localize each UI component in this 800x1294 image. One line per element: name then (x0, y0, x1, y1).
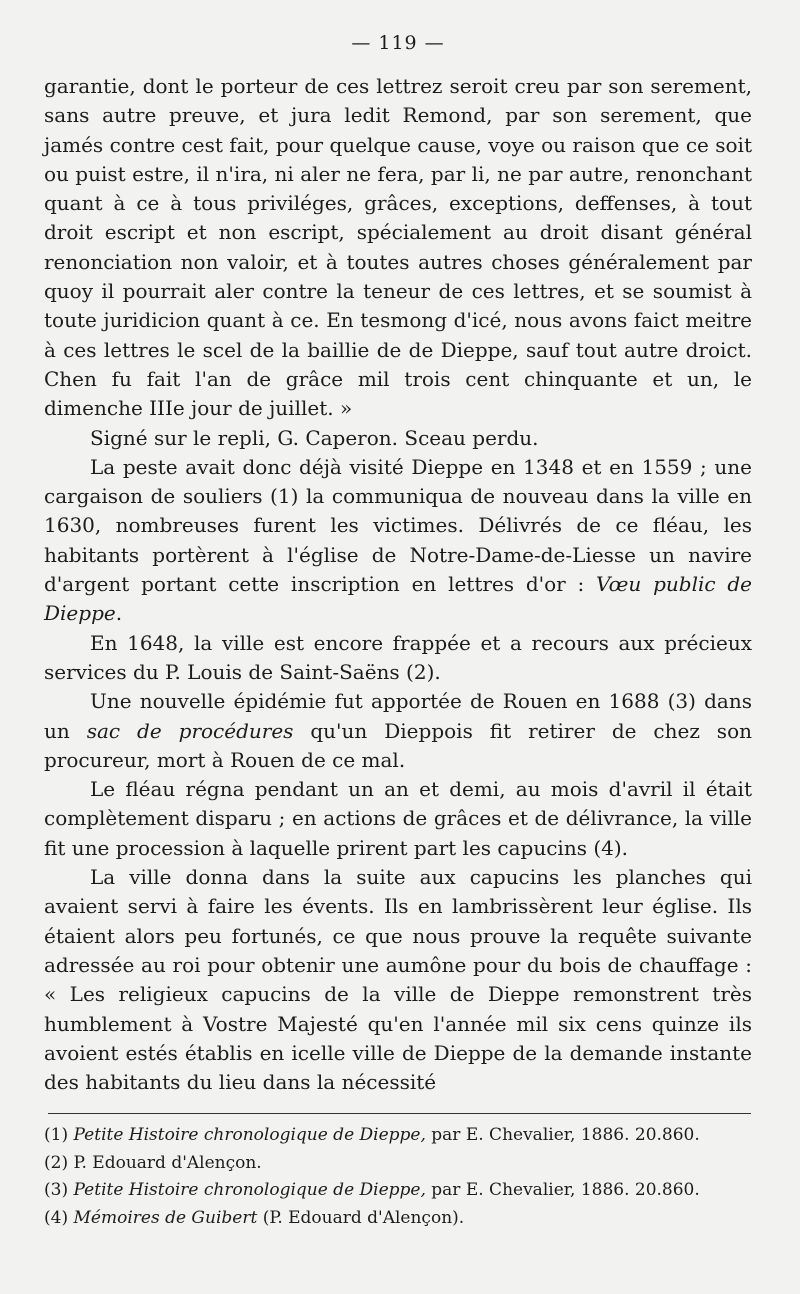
paragraph-charter-end: garantie, dont le porteur de ces lettrez seroit creu par son serement, sans autre preuve, et jura ledit Remond, par son serement, que jamés contre cest fait, pour quelque cause, voye ou raison que ce soit ou puist estre, il n'ira, ni aler ne fera, par li, ne par autre, renonchant quant à ce à tous priviléges, grâces, exceptions, deffenses, à tout droit escript et non escript, spécialement au droit disant général renonciation non valoir, et à toutes autres choses généralement par quoy il pourrait aler contre la teneur de ces lettres, et se soumist à toute juridicion quant à ce. En tesmong d'icé, nous avons faict meitre à ces lettres le scel de la baillie de de Dieppe, sauf tout autre droict. Chen fu fait l'an de grâce mil trois cent chinquante et un, le dimenche IIIe jour de juillet. » (44, 74, 752, 421)
footnotes (44, 1124, 752, 1229)
footnote: (1) Petite Histoire chronologique de Dieppe, par E. Chevalier, 1886. 20.860. (44, 1125, 700, 1146)
paragraph-plague-1630: La peste avait donc déjà visité Dieppe en 1348 et en 1559 ; une cargaison de souliers (1) la communiqua de nouveau dans la ville en 1630, nombreuses furent les victimes. Délivrés de ce fléau, les habitants portèrent à l'église de Notre-Dame-de-Liesse un navire d'argent portant cette inscription en lettres d'or : Vœu public de Dieppe. (44, 454, 752, 626)
paragraph-procession: Le fléau régna pendant un an et demi, au mois d'avril il était complètement disparu ; en actions de grâces et de délivrance, la ville fit une procession à laquelle prirent part les capucins (4). (44, 777, 752, 860)
paragraph-capucins: La ville donna dans la suite aux capucins les planches qui avaient servi à faire les évents. Ils en lambrissèrent leur église. Ils étaient alors peu fortunés, ce que nous prouve la requête suivante adressée au roi pour obtenir une aumône pour du bois de chauffage : « Les religieux capucins de la ville de Dieppe remonstrent très humblement à Vostre Majesté qu'en l'année mil six cens quinze ils avoient estés établis en icelle ville de Dieppe de la demande instante des habitants du lieu dans la nécessité (44, 865, 752, 1095)
footnote: (2) P. Edouard d'Alençon. (44, 1152, 262, 1173)
footnote: (3) Petite Histoire chronologique de Dieppe, par E. Chevalier, 1886. 20.860. (44, 1180, 700, 1201)
paragraph-signature: Signé sur le repli, G. Caperon. Sceau perdu. (90, 425, 539, 450)
emphasis-text: sac de procédures (86, 718, 294, 743)
paragraph-plague-1688: Une nouvelle épidémie fut apportée de Rouen en 1688 (3) dans un sac de procédures qu'un Dieppois fit retirer de chez son procureur, mort à Rouen de ce mal. (44, 689, 752, 772)
inscription-text: Vœu public de Dieppe (44, 572, 752, 626)
paragraph-plague-1648: En 1648, la ville est encore frappée et a recours aux précieux services du P. Louis de Saint-Saëns (2). (44, 630, 752, 684)
footnote-divider (48, 1113, 751, 1114)
page-number: — 119 — (351, 32, 445, 54)
footnote: (4) Mémoires de Guibert (P. Edouard d'Alençon). (44, 1207, 465, 1228)
main-text (44, 72, 752, 1097)
